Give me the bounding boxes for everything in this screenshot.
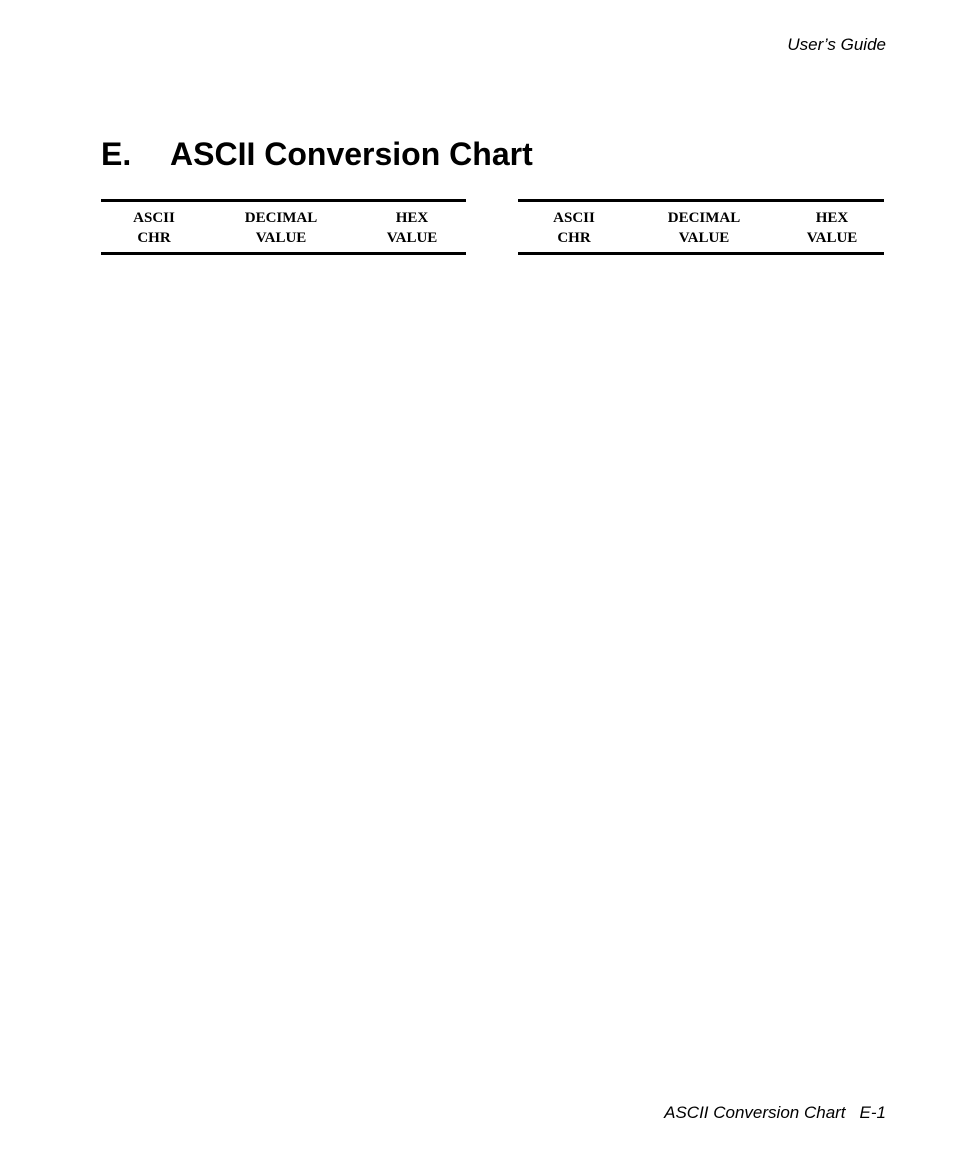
chapter-title-text: ASCII Conversion Chart xyxy=(170,136,533,172)
column-header-decimal-value: DECIMAL VALUE xyxy=(244,210,318,246)
page-number: E-1 xyxy=(859,1103,886,1122)
table-header-left xyxy=(101,199,466,255)
column-header-decimal-value: DECIMAL VALUE xyxy=(667,210,741,246)
footer-section: ASCII Conversion Chart xyxy=(664,1103,846,1122)
column-header-ascii-chr: ASCII CHR xyxy=(553,210,595,246)
page-title xyxy=(101,134,533,174)
column-header-hex-value: HEX VALUE xyxy=(386,210,438,246)
chapter-letter: E. xyxy=(101,136,132,172)
table-header-right xyxy=(518,199,884,255)
column-header-ascii-chr: ASCII CHR xyxy=(133,210,175,246)
column-header-hex-value: HEX VALUE xyxy=(806,210,858,246)
running-footer xyxy=(664,1103,886,1123)
running-header: User’s Guide xyxy=(787,35,886,54)
